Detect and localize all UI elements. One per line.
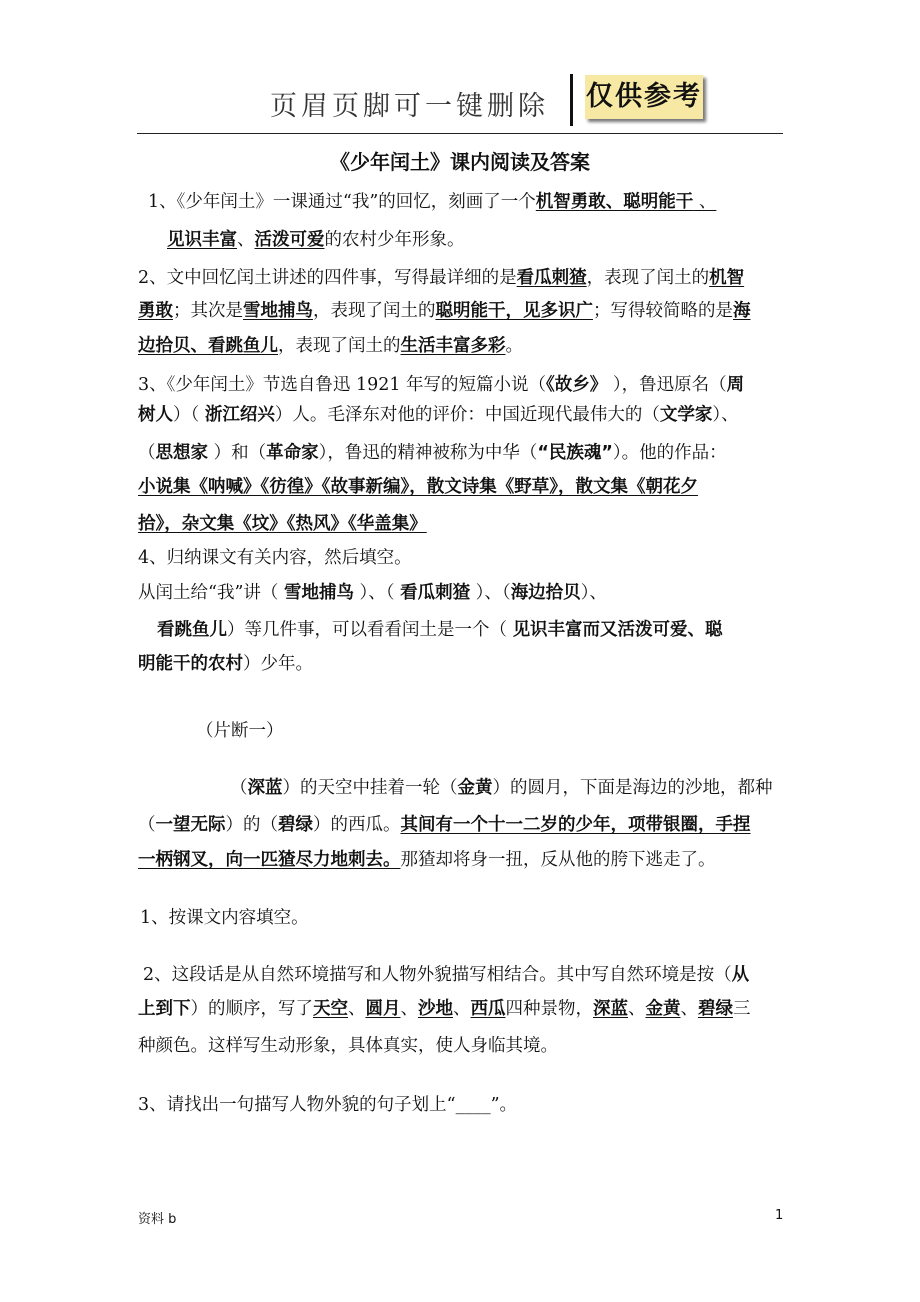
- text-run: 、: [453, 999, 471, 1019]
- text-run: ）、（: [353, 583, 401, 603]
- text-line: [138, 581, 607, 605]
- answer-text: 海边拾贝: [510, 583, 581, 603]
- text-line: [138, 299, 751, 323]
- answer-text: 沙地: [418, 999, 453, 1019]
- text-run: ）的顺序，写了: [190, 999, 313, 1019]
- text-run: ）、: [580, 583, 607, 603]
- text-run: （片断一）: [196, 721, 284, 741]
- text-run: ）的西瓜。: [313, 815, 401, 835]
- text-run: 4、归纳课文有关内容，然后填空。: [138, 548, 412, 568]
- text-run: ）。他的作品：: [612, 443, 727, 463]
- text-line: [138, 403, 739, 427]
- answer-text: 其间有一个十一二岁的少年，项带银圈，手捏: [400, 815, 751, 835]
- text-line: [138, 813, 751, 837]
- page-title: 《少年闰土》课内阅读及答案: [330, 150, 590, 174]
- text-run: ）少年。: [243, 654, 313, 674]
- answer-text: 小说集《呐喊》《彷徨》《故事新编》，散文诗集《野草》，散文集《朝花夕: [138, 477, 698, 497]
- text-line: [138, 334, 523, 358]
- answer-text: 一望无际: [155, 815, 226, 835]
- text-line: [138, 546, 412, 570]
- answer-text: 浙江绍兴: [204, 405, 275, 425]
- answer-text: 圆月: [365, 999, 401, 1019]
- text-run: 1、按课文内容填空。: [140, 908, 309, 928]
- text-line: [138, 373, 744, 397]
- text-line: [138, 848, 716, 872]
- text-run: 、: [348, 999, 366, 1019]
- text-run: 3、《少年闰土》节选自鲁迅 1921 年写的短篇小说（: [138, 375, 547, 395]
- answer-text: 金黄: [457, 778, 493, 798]
- text-line: [167, 228, 465, 252]
- text-run: ，表现了闰土的: [313, 301, 436, 321]
- text-line: [138, 441, 727, 465]
- text-line: [230, 776, 773, 800]
- answer-text: 《故乡》: [546, 375, 608, 395]
- text-run: 、: [400, 999, 418, 1019]
- answer-text: 海: [733, 301, 751, 321]
- answer-text: 上到下: [138, 999, 191, 1019]
- footer-label: 资料 b: [138, 1212, 177, 1227]
- answer-text: 文学家: [659, 405, 713, 425]
- text-run: ）人。毛泽东对他的评价：中国近现代最伟大的（: [274, 405, 660, 425]
- text-run: 、: [693, 192, 717, 212]
- text-run: 。: [505, 336, 523, 356]
- answer-text: 深蓝: [247, 778, 283, 798]
- text-run: 四种景物，: [505, 999, 593, 1019]
- text-run: （: [138, 443, 156, 463]
- answer-text: 机智勇敢、聪明能干: [535, 192, 694, 212]
- answer-text: 深蓝: [593, 999, 628, 1019]
- text-run: 从闰土给“我”讲（: [138, 583, 284, 603]
- text-run: ）和（: [208, 443, 267, 463]
- text-line: [148, 190, 716, 214]
- text-line: [138, 512, 427, 536]
- answer-text: 西瓜: [470, 999, 506, 1019]
- answer-text: “民族魂”: [537, 443, 613, 463]
- answer-text: 机智: [709, 268, 745, 288]
- header-divider: [570, 74, 573, 126]
- answer-text: 聪明能干，见多识广: [435, 301, 593, 321]
- page-number: 1: [775, 1208, 784, 1223]
- answer-text: 生活丰富多彩: [400, 336, 506, 356]
- text-run: （: [138, 815, 156, 835]
- text-run: 、: [680, 999, 698, 1019]
- answer-text: 雪地捕鸟: [243, 301, 313, 321]
- text-run: 2、这段话是从自然环境描写和人物外貌描写相结合。其中写自然环境是按（: [143, 965, 732, 985]
- text-run: 、: [237, 230, 255, 250]
- text-line: [138, 1093, 517, 1117]
- text-run: ），鲁迅的精神被称为中华（: [318, 443, 538, 463]
- text-run: 、: [628, 999, 646, 1019]
- text-line: [143, 963, 749, 987]
- answer-text: 碧绿: [278, 815, 313, 835]
- text-run: ），鲁迅原名（: [607, 375, 727, 395]
- answer-text: 看跳鱼儿: [157, 620, 227, 640]
- text-run: ，表现了闰土的: [278, 336, 401, 356]
- answer-text: 拾》，杂文集《坟》《热风》《华盖集》: [138, 514, 427, 534]
- text-line: [138, 266, 744, 290]
- text-line: [138, 997, 751, 1021]
- answer-text: 天空: [313, 999, 348, 1019]
- text-run: ；其次是: [173, 301, 243, 321]
- text-line: [140, 906, 309, 930]
- answer-text: 思想家: [155, 443, 208, 463]
- text-run: ）的（: [225, 815, 278, 835]
- text-run: ）的天空中挂着一轮（: [282, 778, 458, 798]
- text-line: [138, 652, 313, 676]
- header-rule: [137, 133, 783, 134]
- text-run: ；写得较简略的是: [593, 301, 733, 321]
- text-run: 2、文中回忆闰土讲述的四件事，写得最详细的是: [138, 268, 517, 288]
- answer-text: 一柄钢叉，向一匹猹尽力地刺去。: [138, 850, 401, 870]
- answer-text: 树人: [138, 405, 173, 425]
- answer-text: 勇敢: [138, 301, 173, 321]
- text-run: 1、《少年闰土》一课通过“我”的回忆，刻画了一个: [148, 192, 536, 212]
- text-run: ）、: [712, 405, 739, 425]
- text-run: 那猹却将身一扭，反从他的胯下逃走了。: [400, 850, 716, 870]
- text-run: ，表现了闰土的: [586, 268, 710, 288]
- answer-text: 活泼可爱: [254, 230, 325, 250]
- answer-text: 见识丰富而又活泼可爱、聪: [512, 620, 723, 640]
- text-line: [157, 618, 723, 642]
- answer-text: 见识丰富: [167, 230, 237, 250]
- text-run: ）等几件事，可以看看闰土是一个（: [227, 620, 513, 640]
- answer-text: 金黄: [645, 999, 681, 1019]
- header-left-text: 页眉页脚可一键删除: [270, 91, 549, 122]
- text-line: [138, 475, 698, 499]
- answer-text: 雪地捕鸟: [283, 583, 354, 603]
- text-line: [138, 1034, 558, 1058]
- text-run: 3、请找出一句描写人物外貌的句子划上“____”。: [138, 1095, 518, 1115]
- answer-text: 革命家: [266, 443, 319, 463]
- text-run: 种颜色。这样写生动形象，具体真实，使人身临其境。: [138, 1036, 558, 1056]
- text-run: ）的圆月，下面是海边的沙地，都种: [492, 778, 773, 798]
- text-line: [196, 719, 284, 743]
- answer-text: 周: [726, 375, 745, 395]
- text-run: ）（: [173, 405, 205, 425]
- answer-text: 边拾贝、看跳鱼儿: [138, 336, 278, 356]
- answer-text: 碧绿: [698, 999, 733, 1019]
- header-stamp-text: 仅供参考: [586, 81, 702, 112]
- answer-text: 从: [731, 965, 750, 985]
- answer-text: 看瓜刺猹: [400, 583, 471, 603]
- answer-text: 明能干的农村: [138, 654, 243, 674]
- text-run: ）、（: [470, 583, 511, 603]
- text-run: 的农村少年形象。: [324, 230, 465, 250]
- header-stamp: [585, 75, 703, 119]
- answer-text: 看瓜刺猹: [516, 268, 587, 288]
- text-run: （: [230, 778, 248, 798]
- text-run: 三: [733, 999, 751, 1019]
